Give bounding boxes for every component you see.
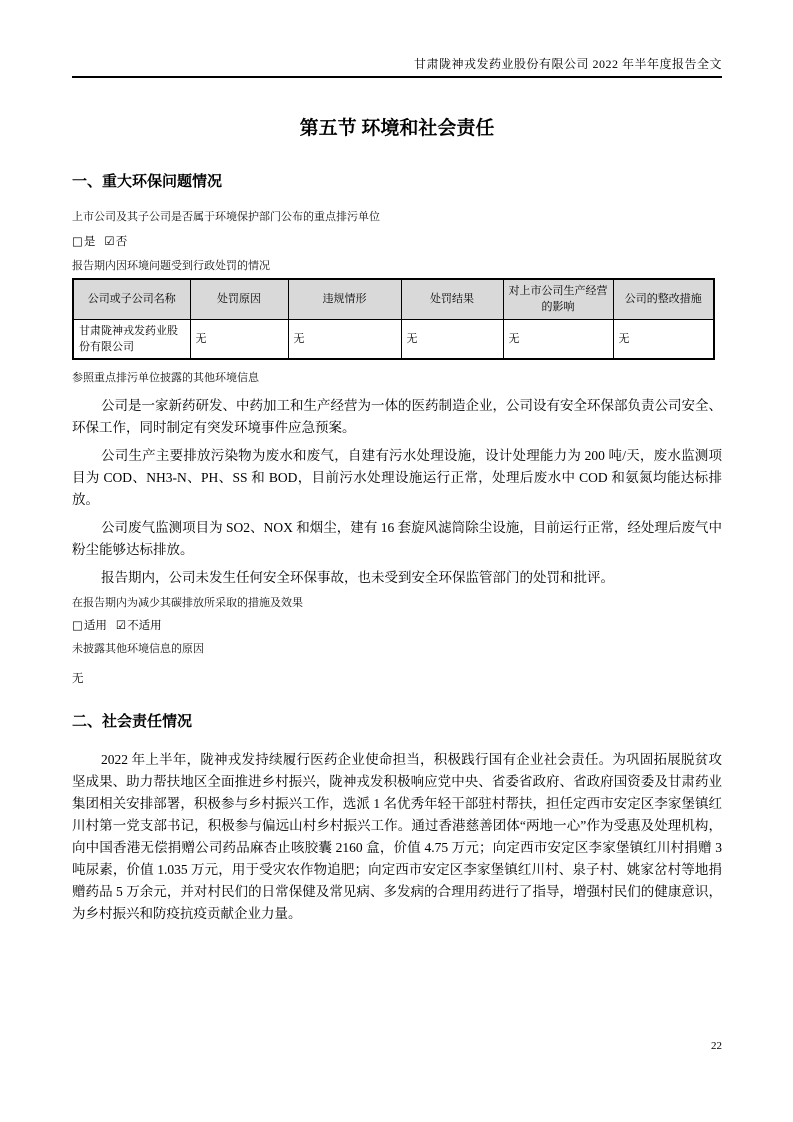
table-row bbox=[73, 319, 714, 359]
checkbox-unchecked-icon: □ bbox=[72, 617, 83, 632]
chapter-title: 第五节 环境和社会责任 bbox=[299, 118, 495, 139]
choice-not-applicable-label: 不适用 bbox=[127, 619, 162, 632]
prompt-admin-penalty: 报告期内因环境问题受到行政处罚的情况 bbox=[72, 260, 270, 272]
table-header-row bbox=[73, 279, 714, 319]
paragraph-no-accidents: 报告期内，公司未发生任何安全环保事故，也未受到安全环保监管部门的处罚和批评。 bbox=[101, 569, 615, 585]
key-polluter-choice bbox=[72, 234, 722, 249]
answer-none: 无 bbox=[72, 672, 84, 685]
carbon-applicable-choice bbox=[72, 618, 722, 633]
cell-reason: 无 bbox=[190, 319, 288, 359]
col-header-impact: 对上市公司生产经营的影响 bbox=[503, 279, 613, 319]
paragraph-exhaust-gas: 公司废气监测项目为 SO2、NOX 和烟尘，建有 16 套旋风滤筒除尘设施，目前运行正常，经处理后废气中粉尘能够达标排放。 bbox=[72, 519, 722, 557]
col-header-company: 公司或子公司名称 bbox=[73, 279, 190, 319]
checkbox-unchecked-icon: □ bbox=[72, 234, 83, 248]
prompt-carbon-measures: 在报告期内为减少其碳排放所采取的措施及效果 bbox=[72, 596, 303, 609]
checkbox-checked-icon: ☑ bbox=[104, 234, 115, 248]
cell-impact: 无 bbox=[503, 319, 613, 359]
cell-company: 甘肃陇神戎发药业股份有限公司 bbox=[73, 319, 190, 359]
choice-applicable-label: 适用 bbox=[83, 619, 107, 632]
penalty-table-body bbox=[73, 319, 714, 359]
penalty-table-head bbox=[73, 279, 714, 319]
col-header-rectification: 公司的整改措施 bbox=[613, 279, 714, 319]
prompt-undisclosed-reason: 未披露其他环境信息的原因 bbox=[72, 642, 204, 655]
checkbox-checked-icon: ☑ bbox=[115, 617, 127, 632]
cell-rectification: 无 bbox=[613, 319, 714, 359]
section-heading-social-responsibility: 二、社会责任情况 bbox=[72, 713, 193, 730]
paragraph-social-responsibility: 2022 年上半年，陇神戎发持续履行医药企业使命担当，积极践行国有企业社会责任。为巩固拓展脱贫攻坚成果、助力帮扶地区全面推进乡村振兴，陇神戎发积极响应党中央、省委省政府、省政府国资委及甘肃药业集团相关安排部署，积极参与乡村振兴工作，选派 1 名优秀年轻干部驻村帮扶，担任定西市安定区李家堡镇红川村第一党支部书记，积极参与偏远山村乡村振兴工作。通过香港慈善团体“两地一心”作为受惠及处理机构，向中国香港无偿捐赠公司药品麻杏止咳胶囊 2160 盒，价值 4.75 万元；向定西市安定区李家堡镇红川村捐赠 3 吨尿素，价值 1.035 万元，用于受灾农作物追肥；向定西市安定区李家堡镇红川村、泉子村、姚家岔村等地捐赠药品 5 万余元，并对村民们的日常保健及常见病、多发病的合理用药进行了指导，增强村民们的健康意识，为乡村振兴和防疫抗疫贡献企业力量。 bbox=[72, 751, 722, 921]
page-content bbox=[72, 0, 722, 925]
paragraph-company-profile: 公司是一家新药研发、中药加工和生产经营为一体的医药制造企业，公司设有安全环保部负责公司安全、环保工作，同时制定有突发环境事件应急预案。 bbox=[72, 397, 723, 435]
col-header-violation: 违规情形 bbox=[288, 279, 401, 319]
prompt-other-env-info: 参照重点排污单位披露的其他环境信息 bbox=[72, 371, 259, 384]
prompt-key-polluter: 上市公司及其子公司是否属于环境保护部门公布的重点排污单位 bbox=[72, 211, 380, 223]
col-header-result: 处罚结果 bbox=[401, 279, 503, 319]
choice-no-label: 否 bbox=[115, 236, 128, 248]
paragraph-wastewater: 公司生产主要排放污染物为废水和废气，自建有污水处理设施，设计处理能力为 200 吨/天，废水监测项目为 COD、NH3-N、PH、SS 和 BOD，目前污水处理设施运行正常，处理后废水中 COD 和氨氮均能达标排放。 bbox=[72, 447, 722, 507]
cell-violation: 无 bbox=[288, 319, 401, 359]
page-number: 22 bbox=[711, 1040, 722, 1052]
col-header-reason: 处罚原因 bbox=[190, 279, 288, 319]
section-heading-environment: 一、重大环保问题情况 bbox=[72, 174, 223, 190]
running-header: 甘肃陇神戎发药业股份有限公司 2022 年半年度报告全文 bbox=[72, 0, 722, 78]
cell-result: 无 bbox=[401, 319, 503, 359]
penalty-table bbox=[72, 278, 715, 360]
choice-yes-label: 是 bbox=[83, 236, 96, 248]
